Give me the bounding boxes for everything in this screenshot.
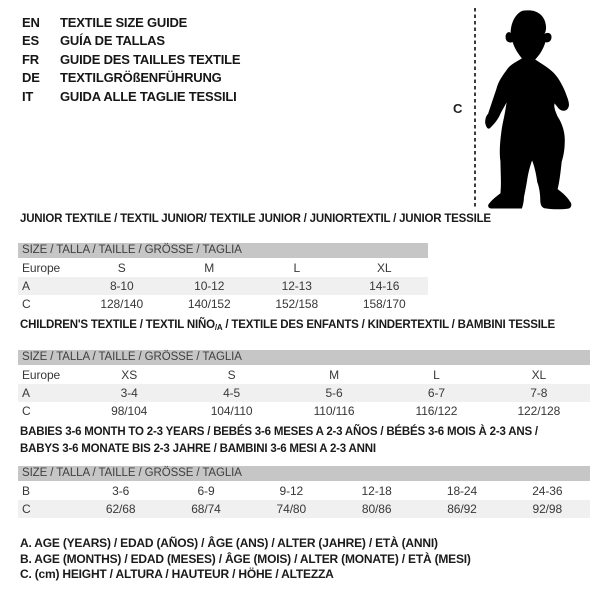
babies-table-title bbox=[20, 424, 538, 457]
table-cell: 110/116 bbox=[313, 404, 355, 418]
language-code: ES bbox=[22, 33, 39, 49]
row-label: B bbox=[22, 484, 30, 498]
language-code: EN bbox=[22, 15, 40, 30]
row-label: A bbox=[22, 279, 30, 293]
size-header-bar: SIZE / TALLA / TAILLE / GRÖSSE / TAGLIA bbox=[18, 243, 428, 258]
table-cell: 3-4 bbox=[120, 386, 138, 400]
language-label: GUÍA DE TALLAS bbox=[60, 33, 165, 49]
title-text: / TEXTILE DES ENFANTS / KINDERTEXTIL / BAMBINI TESSILE bbox=[222, 319, 555, 331]
table-cell: M bbox=[204, 261, 215, 275]
table-cell: L bbox=[293, 261, 301, 275]
legend-line-b: B. AGE (MONTHS) / EDAD (MESES) / ÂGE (MOIS) / ALTER (MONATE) / ETÀ (MESI) bbox=[20, 551, 471, 566]
table-cell: 3-6 bbox=[112, 484, 130, 498]
language-code: IT bbox=[22, 88, 34, 104]
toddler-silhouette-icon bbox=[478, 8, 575, 213]
language-label: TEXTILGRÖßENFÜHRUNG bbox=[60, 70, 222, 86]
language-row-fr bbox=[22, 51, 240, 69]
table-cell: 8-10 bbox=[109, 279, 134, 293]
table-cell: 10-12 bbox=[194, 279, 225, 293]
table-cell: 5-6 bbox=[325, 386, 343, 400]
language-row-en bbox=[22, 14, 240, 32]
title-text: JUNIOR TEXTILE / TEXTIL JUNIOR/ TEXTILE JUNIOR / JUNIORTEXTIL / JUNIOR TESSILE bbox=[20, 213, 491, 225]
title-text: BABIES 3-6 MONTH TO 2-3 YEARS / BEBÉS 3-6 MESES A 2-3 AÑOS / BÉBÉS 3-6 MOIS À 2-3 ANS / bbox=[20, 426, 538, 438]
children-size-table bbox=[18, 350, 590, 420]
table-cell: 14-16 bbox=[369, 279, 400, 293]
table-row-europe bbox=[18, 366, 590, 384]
language-label: GUIDA ALLE TAGLIE TESSILI bbox=[60, 88, 237, 104]
junior-size-table bbox=[18, 243, 428, 313]
title-text: CHILDREN'S TEXTILE / TEXTIL NIÑO bbox=[20, 319, 215, 331]
legend-line-c: C. (cm) HEIGHT / ALTURA / HAUTEUR / HÖHE / ALTEZZA bbox=[20, 567, 334, 582]
title-text: BABYS 3-6 MONATE BIS 2-3 JAHRE / BAMBINI 3-6 MESI A 2-3 ANNI bbox=[20, 442, 376, 455]
table-cell: 74/80 bbox=[276, 502, 307, 516]
table-cell: 12-13 bbox=[281, 279, 312, 293]
table-cell: S bbox=[227, 368, 236, 382]
junior-table-title bbox=[20, 211, 491, 228]
row-label: C bbox=[22, 297, 31, 311]
row-label: C bbox=[22, 502, 31, 516]
table-cell: 104/110 bbox=[210, 404, 253, 418]
height-dashed-line bbox=[474, 8, 476, 209]
table-row-europe bbox=[18, 259, 428, 277]
table-cell: M bbox=[329, 368, 339, 382]
table-row-b bbox=[18, 482, 590, 500]
row-label: C bbox=[22, 404, 31, 418]
table-cell: 80/86 bbox=[361, 502, 392, 516]
table-cell: 86/92 bbox=[447, 502, 477, 516]
table-cell: L bbox=[433, 368, 440, 382]
title-text: /A bbox=[214, 323, 223, 332]
table-cell: XL bbox=[377, 261, 392, 275]
language-code: FR bbox=[22, 51, 39, 67]
table-cell: 6-9 bbox=[197, 484, 215, 498]
babies-size-table bbox=[18, 466, 590, 518]
table-cell: 9-12 bbox=[279, 484, 304, 498]
table-cell: 6-7 bbox=[427, 386, 445, 400]
table-cell: 7-8 bbox=[530, 386, 548, 400]
table-row-c bbox=[18, 402, 590, 420]
table-row-c bbox=[18, 295, 428, 313]
table-row-c bbox=[18, 500, 590, 518]
table-cell: S bbox=[117, 261, 126, 275]
table-cell: 128/140 bbox=[100, 297, 144, 311]
table-cell: 4-5 bbox=[223, 386, 241, 400]
table-row-a bbox=[18, 277, 428, 295]
table-cell: XS bbox=[121, 368, 138, 382]
table-cell: 24-36 bbox=[532, 484, 563, 498]
language-row-it bbox=[22, 88, 240, 106]
table-cell: 122/128 bbox=[517, 404, 561, 418]
row-label: Europe bbox=[22, 261, 61, 275]
table-cell: XL bbox=[531, 368, 547, 382]
size-header-bar: SIZE / TALLA / TAILLE / GRÖSSE / TAGLIA bbox=[18, 350, 590, 365]
table-cell: 140/152 bbox=[187, 297, 231, 311]
measurement-figure bbox=[452, 8, 598, 218]
legend-line-a: A. AGE (YEARS) / EDAD (AÑOS) / ÂGE (ANS) / ALTER (JAHRE) / ETÀ (ANNI) bbox=[20, 536, 438, 550]
height-measure-label: C bbox=[453, 101, 463, 116]
language-row-de bbox=[22, 69, 240, 87]
language-code: DE bbox=[22, 70, 40, 86]
row-label: Europe bbox=[22, 368, 61, 382]
table-row-a bbox=[18, 384, 590, 402]
table-cell: 158/170 bbox=[362, 297, 406, 311]
table-cell: 18-24 bbox=[446, 484, 478, 498]
table-cell: 152/158 bbox=[275, 297, 319, 311]
children-table-title bbox=[20, 317, 555, 337]
language-label: TEXTILE SIZE GUIDE bbox=[60, 15, 188, 30]
language-list bbox=[22, 14, 240, 106]
table-cell: 116/122 bbox=[415, 404, 458, 418]
size-header-bar: SIZE / TALLA / TAILLE / GRÖSSE / TAGLIA bbox=[18, 466, 590, 481]
measurement-legend bbox=[20, 536, 471, 583]
row-label: A bbox=[22, 386, 30, 400]
table-cell: 92/98 bbox=[532, 502, 563, 516]
language-row-es bbox=[22, 32, 240, 50]
table-cell: 68/74 bbox=[191, 502, 221, 516]
language-label: GUIDE DES TAILLES TEXTILE bbox=[60, 51, 241, 67]
table-cell: 62/68 bbox=[105, 502, 136, 516]
table-cell: 98/104 bbox=[111, 404, 148, 418]
table-cell: 12-18 bbox=[361, 484, 392, 498]
